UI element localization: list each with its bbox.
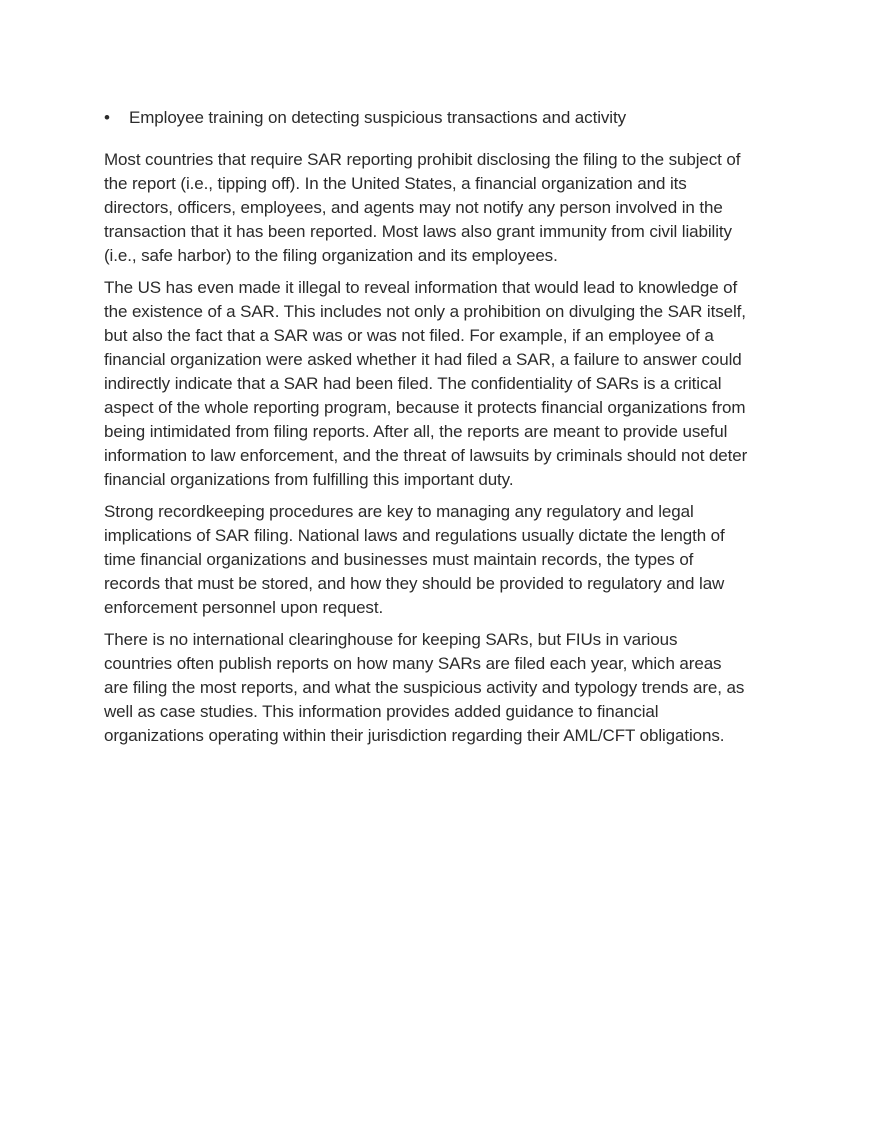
- list-item: [104, 106, 748, 130]
- document-page: [104, 106, 748, 756]
- bullet-icon: •: [104, 108, 110, 127]
- paragraph-clearinghouse: There is no international clearinghouse for keeping SARs, but FIUs in various countries often publish reports on how many SARs are filed each year, which areas are filing the most reports, and what the suspicious activity and typology trends are, as well as case studies. This information provides added guidance to financial organizations operating within their jurisdiction regarding their AML/CFT obligations.: [104, 630, 745, 745]
- paragraph-confidentiality: The US has even made it illegal to reveal information that would lead to knowledge of the existence of a SAR. This includes not only a prohibition on divulging the SAR itself, but also the fact that a SAR was or was not filed. For example, if an employee of a financial organization were asked whether it had filed a SAR, a failure to answer could indirectly indicate that a SAR had been filed. The confidentiality of SARs is a critical aspect of the whole reporting program, because it protects financial organizations from being intimidated from filing reports. After all, the reports are meant to provide useful information to law enforcement, and the threat of lawsuits by criminals should not deter financial organizations from fulfilling this important duty.: [104, 278, 748, 489]
- paragraph-tipping-off: Most countries that require SAR reporting prohibit disclosing the filing to the subject of the report (i.e., tipping off). In the United States, a financial organization and its directors, officers, employees, and agents may not notify any person involved in the transaction that it has been reported. Most laws also grant immunity from civil liability (i.e., safe harbor) to the filing organization and its employees.: [104, 150, 741, 265]
- bullet-list: [104, 106, 748, 130]
- bullet-text: Employee training on detecting suspicious transactions and activity: [129, 108, 626, 127]
- paragraph-recordkeeping: Strong recordkeeping procedures are key to managing any regulatory and legal implications of SAR filing. National laws and regulations usually dictate the length of time financial organizations and businesses must maintain records, the types of records that must be stored, and how they should be provided to regulatory and law enforcement personnel upon request.: [104, 502, 725, 617]
